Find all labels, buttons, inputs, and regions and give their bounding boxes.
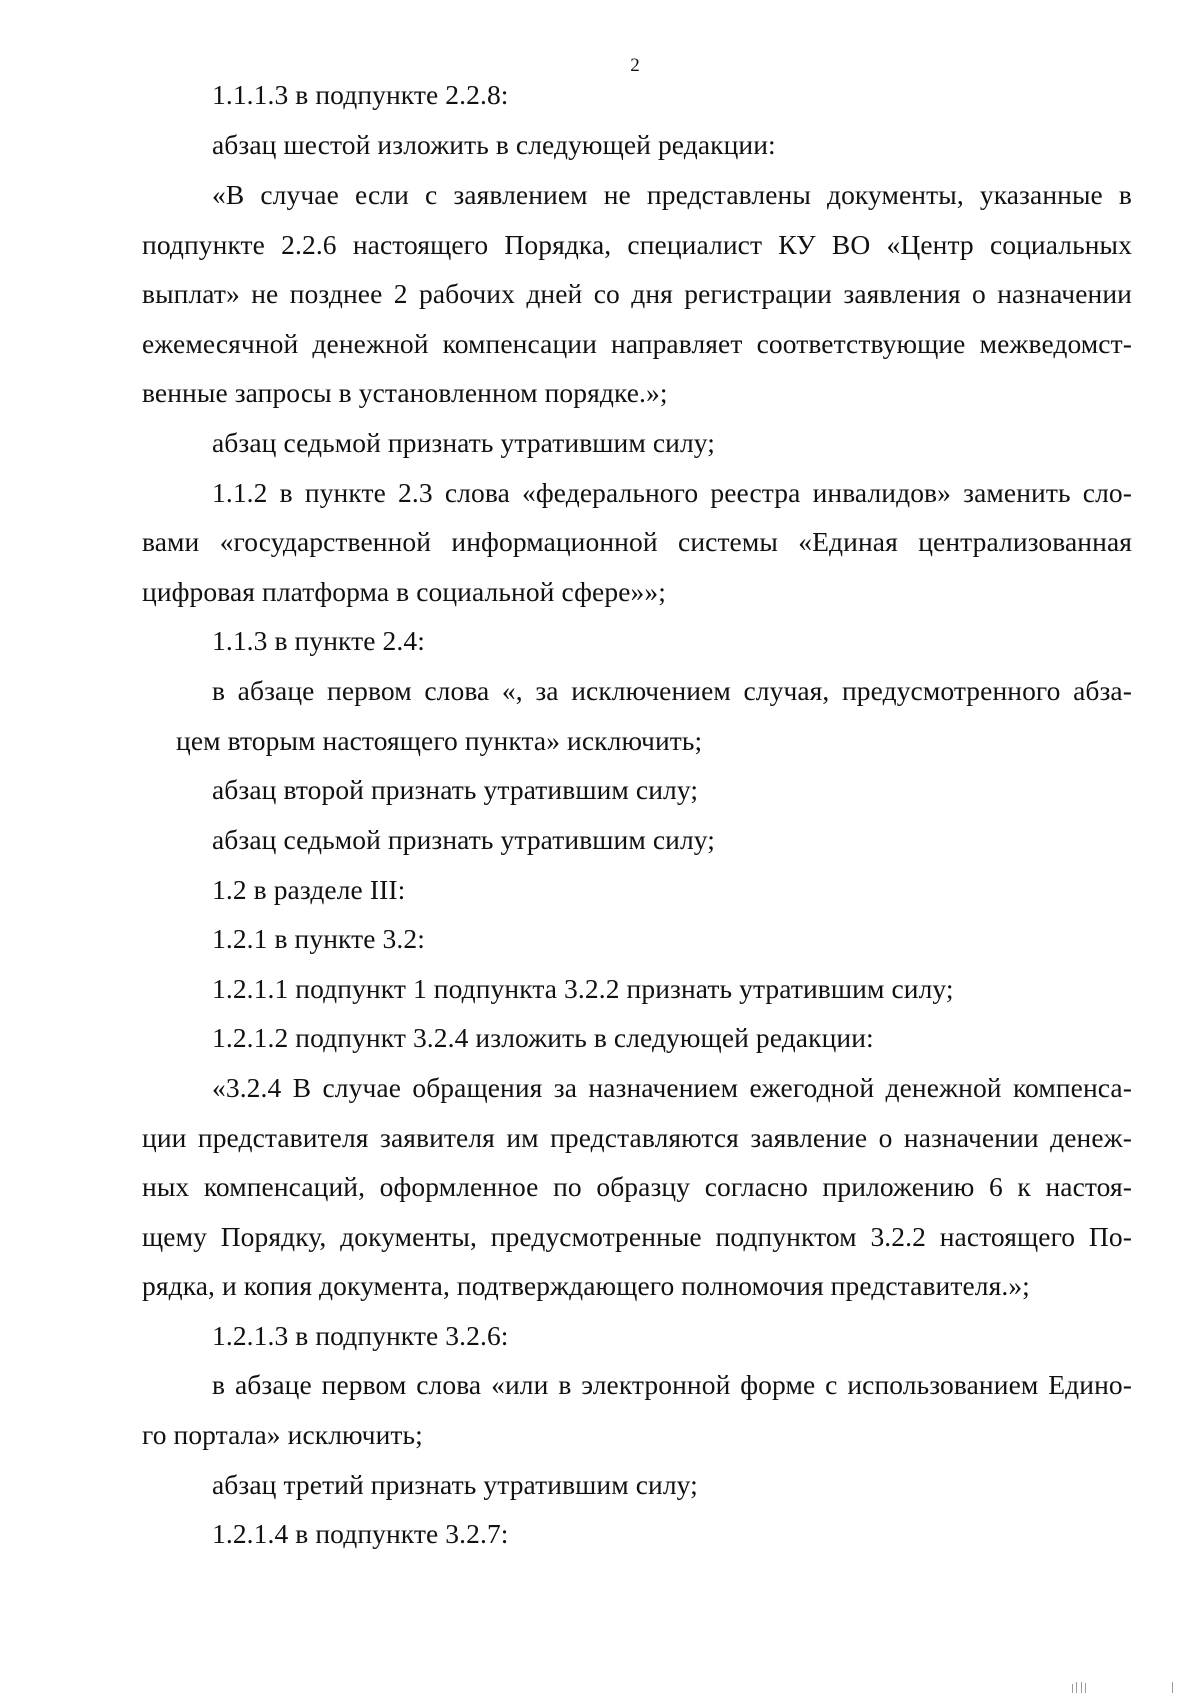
text-line: ции представителя заявителя им представляются заявление о назначении денеж- <box>142 1122 1132 1153</box>
text-line: 1.2.1.3 в подпункте 3.2.6: <box>212 1320 509 1351</box>
text-line: цем вторым настоящего пункта» исключить; <box>176 725 703 756</box>
text-line: цифровая платформа в социальной сфере»»; <box>142 576 666 607</box>
text-line: 1.2.1.2 подпункт 3.2.4 изложить в следующей редакции: <box>212 1022 874 1053</box>
text-line: абзац второй признать утратившим силу; <box>212 774 699 805</box>
text-line: 1.1.2 в пункте 2.3 слова «федерального реестра инвалидов» заменить сло- <box>212 477 1132 508</box>
text-line: 1.2 в разделе III: <box>212 874 406 905</box>
page-number: 2 <box>630 55 640 76</box>
text-line: в абзаце первом слова «или в электронной форме с использованием Едино- <box>212 1369 1132 1400</box>
text-line: 1.1.1.3 в подпункте 2.2.8: <box>212 79 509 110</box>
text-line: ных компенсаций, оформленное по образцу согласно приложению 6 к настоя- <box>142 1171 1132 1202</box>
text-line: вами «государственной информационной системы «Единая централизованная <box>142 526 1132 557</box>
text-line: 1.2.1.1 подпункт 1 подпункта 3.2.2 признать утратившим силу; <box>212 973 954 1004</box>
text-line: 1.2.1.4 в подпункте 3.2.7: <box>212 1518 509 1549</box>
text-line: абзац третий признать утратившим силу; <box>212 1469 698 1500</box>
text-line: 1.1.3 в пункте 2.4: <box>212 625 425 656</box>
text-line: го портала» исключить; <box>142 1419 423 1450</box>
text-line: ежемесячной денежной компенсации направляет соответствующие межведомст- <box>142 328 1132 359</box>
text-line: подпункте 2.2.6 настоящего Порядка, специалист КУ ВО «Центр социальных <box>142 229 1132 260</box>
text-line: абзац шестой изложить в следующей редакции: <box>212 129 776 160</box>
text-line: «3.2.4 В случае обращения за назначением ежегодной денежной компенса- <box>212 1072 1132 1103</box>
text-line: абзац седьмой признать утратившим силу; <box>212 824 716 855</box>
text-line: абзац седьмой признать утратившим силу; <box>212 427 716 458</box>
text-line: «В случае если с заявлением не представлены документы, указанные в <box>212 179 1132 210</box>
text-line: в абзаце первом слова «, за исключением случая, предусмотренного абза- <box>212 675 1132 706</box>
text-line: выплат» не позднее 2 рабочих дней со дня регистрации заявления о назначении <box>142 278 1132 309</box>
text-line: венные запросы в установленном порядке.»; <box>142 377 668 408</box>
text-line: 1.2.1 в пункте 3.2: <box>212 923 425 954</box>
text-line: щему Порядку, документы, предусмотренные подпунктом 3.2.2 настоящего По- <box>142 1221 1132 1252</box>
text-line: рядка, и копия документа, подтверждающего полномочия представителя.»; <box>142 1270 1030 1301</box>
